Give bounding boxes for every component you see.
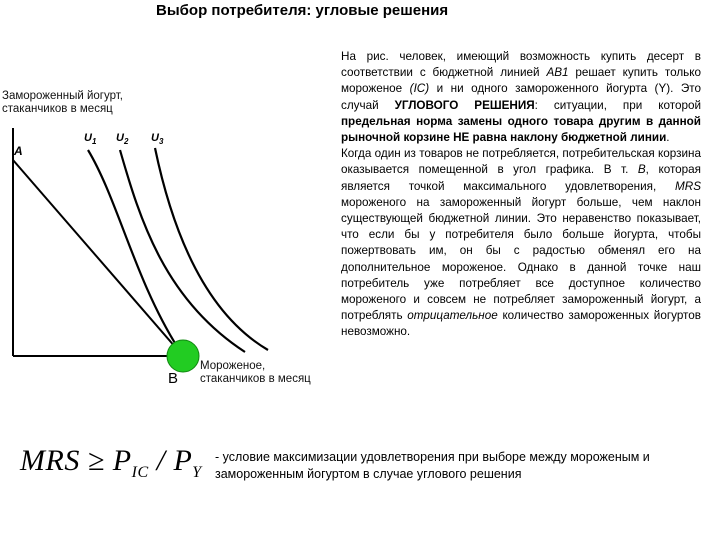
indifference-curve-u1 <box>88 150 178 348</box>
formula-description: - условие максимизации удовлетворения при выборе между мороженым и замороженным йогуртом в случае углового решения <box>215 450 650 481</box>
curve-label-u2: $U_2$ <box>116 132 129 147</box>
y-axis-label-line2: стаканчиков в месяц <box>2 103 113 115</box>
mrs-formula: MRS ≥ $P_{IC} / P_Y$ <box>20 444 202 481</box>
point-b-label: B <box>168 370 179 387</box>
indifference-curve-u3 <box>155 148 268 350</box>
curve-label-u3: $U_3$ <box>151 132 164 147</box>
y-axis-label-line1: Замороженный йогурт, <box>2 90 123 102</box>
y-axis-label <box>2 90 123 116</box>
point-b-marker <box>167 340 199 372</box>
explanation-paragraph-1: На рис. человек, имеющий возможность купить десерт в соответствии с бюджетной линией АВ1 решает купить только мороженое (IC) и ни одного замороженного йогурта (Y). Это случай УГЛОВОГО РЕШЕНИЯ: ситуации, при которой предельная норма замены одного товара другим в данной рыночной корзине НЕ равна наклону бюджетной линии. <box>341 50 701 145</box>
indifference-curve-u2 <box>120 150 245 352</box>
page-title: Выбор потребителя: угловые решения <box>156 2 449 19</box>
explanation-text <box>341 49 701 341</box>
x-axis-label <box>200 360 311 386</box>
budget-line <box>13 160 183 356</box>
x-axis-label-line2: стаканчиков в месяц <box>200 373 311 385</box>
explanation-paragraph-2: Когда один из товаров не потребляется, потребительская корзина оказывается помещенной в угол графика. В т. В, которая является точкой максимального удовлетворения, MRS мороженого на замороженный йогурт больше, чем наклон существующей бюджетной линии. Это неравенство показывает, что если бы у потребителя было больше йогурта, чтобы пожертвовать им, он бы с радостью обменял его на дополнительное мороженое. Однако в данной точке наш потребитель уже потребляет все доступное количество мороженого и совсем не потребляет замороженный йогурт, а потреблять отрицательное количество замороженных йогуртов невозможно. <box>341 147 701 339</box>
point-a-label: A <box>14 144 23 158</box>
curve-label-u1: $U_1$ <box>84 132 97 147</box>
corner-solution-graph <box>0 80 340 410</box>
x-axis-label-line1: Мороженое, <box>200 360 266 372</box>
